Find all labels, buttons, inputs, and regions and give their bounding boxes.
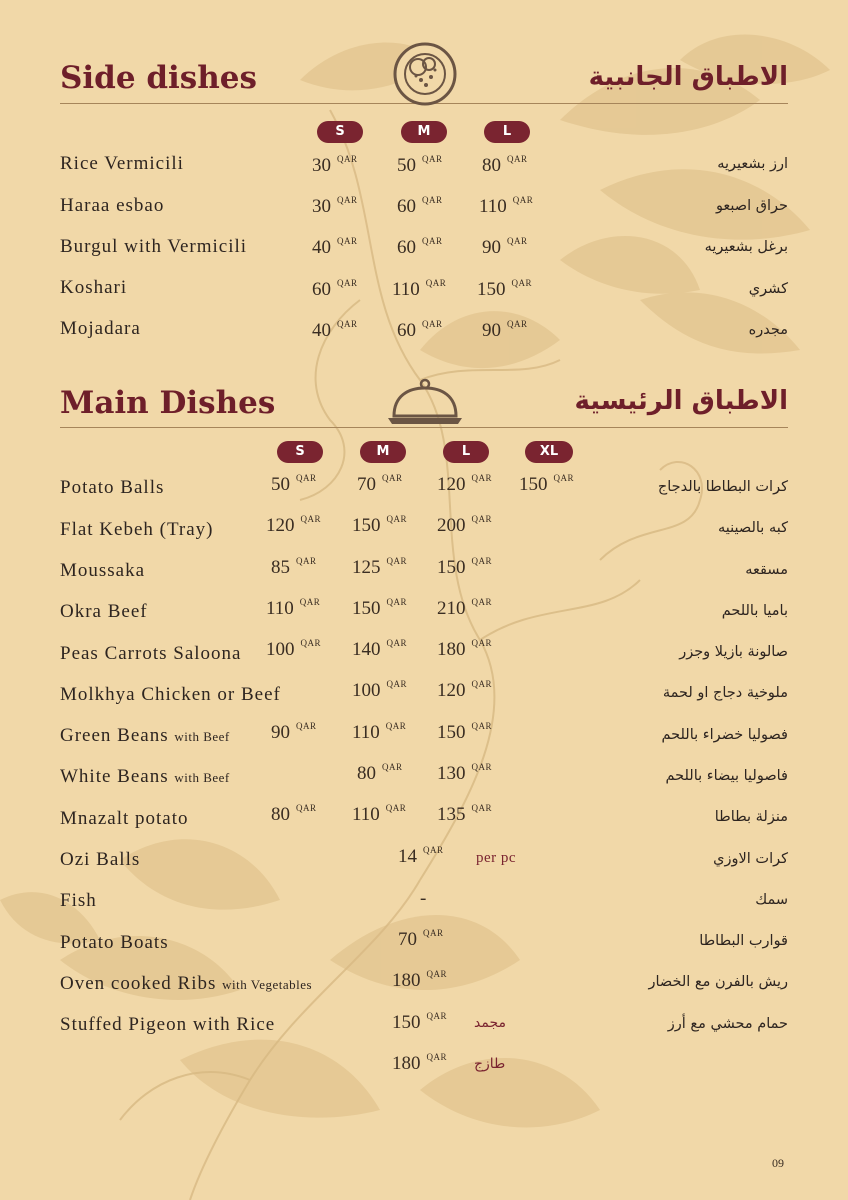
price-l: 130 $^{QAR}$ (437, 762, 493, 784)
dish-name-ar: قوارب البطاطا (699, 933, 788, 949)
dish-name-ar: ارز بشعيريه (717, 156, 788, 172)
dish-name: Mnazalt potato (60, 808, 189, 829)
price-m: 110 $^{QAR}$ (352, 803, 407, 825)
price-m: 150 $^{QAR}$ (352, 514, 408, 536)
price-m: 70 $^{QAR}$ (357, 473, 403, 495)
page-number: 09 (772, 1156, 784, 1170)
main-dishes-title: Main Dishes (60, 385, 276, 421)
dish-name-ar: مجدره (748, 322, 788, 338)
price-m: 50 $^{QAR}$ (397, 154, 443, 176)
dish-name-ar: صالونة بازيلا وجزر (679, 644, 788, 660)
price-m: 150 $^{QAR}$ (352, 597, 408, 619)
dish-name: Oven cooked Ribs with Vegetables (60, 973, 313, 994)
size-badge-s: S (317, 121, 363, 143)
price-xl: 150 $^{QAR}$ (519, 473, 575, 495)
dish-name: Potato Boats (60, 932, 169, 953)
dish-name-ar: منزلة بطاطا (714, 809, 788, 825)
dish-name-ar: ريش بالفرن مع الخضار (648, 974, 788, 990)
price-m: 100 $^{QAR}$ (352, 679, 408, 701)
price-m: 60 $^{QAR}$ (397, 195, 443, 217)
dish-name: Molkhya Chicken or Beef (60, 684, 281, 705)
price-l: 120 $^{QAR}$ (437, 473, 493, 495)
size-badge-l: L (484, 121, 530, 143)
dish-name: Stuffed Pigeon with Rice (60, 1014, 276, 1035)
dish-name: Flat Kebeh (Tray) (60, 519, 214, 540)
price-s: 50 $^{QAR}$ (271, 473, 317, 495)
size-badge-s: S (277, 441, 323, 463)
dish-name-ar: كبه بالصينيه (717, 520, 788, 536)
unit-note: per pc (476, 850, 517, 866)
price-s: 80 $^{QAR}$ (271, 803, 317, 825)
dish-name: Potato Balls (60, 477, 165, 498)
variant-fresh-label: طازج (474, 1056, 506, 1072)
dish-name-ar: فاصوليا بيضاء باللحم (665, 768, 788, 784)
price-l: 150 $^{QAR}$ (437, 556, 493, 578)
dish-name-ar: كشري (748, 281, 788, 297)
dish-name: Haraa esbao (60, 195, 165, 216)
price-m: 80 $^{QAR}$ (357, 762, 403, 784)
cloche-icon (384, 376, 466, 428)
dish-name: Rice Vermicili (60, 153, 184, 174)
main-dishes-title-ar: الاطباق الرئيسية (574, 386, 788, 416)
price-s: 90 $^{QAR}$ (271, 721, 317, 743)
price: - (420, 888, 427, 909)
dish-name-ar: كرات البطاطا بالدجاج (657, 479, 788, 495)
price: 14 $^{QAR}$ (398, 845, 444, 867)
dish-name: Fish (60, 890, 97, 911)
variant-frozen-label: مجمد (474, 1015, 506, 1031)
price-frozen: 150 $^{QAR}$ (392, 1011, 448, 1033)
dish-name-ar: سمك (755, 892, 788, 908)
price-l: 90 $^{QAR}$ (482, 236, 528, 258)
price-s: 30 $^{QAR}$ (312, 154, 358, 176)
size-badge-m: M (401, 121, 447, 143)
price-m: 110 $^{QAR}$ (352, 721, 407, 743)
price: 180 $^{QAR}$ (392, 969, 448, 991)
bowl-icon (391, 40, 459, 108)
price-m: 60 $^{QAR}$ (397, 236, 443, 258)
price-l: 120 $^{QAR}$ (437, 679, 493, 701)
dish-name: Ozi Balls (60, 849, 141, 870)
dish-name-ar: برغل بشعيريه (704, 239, 788, 255)
price-l: 150 $^{QAR}$ (437, 721, 493, 743)
price-s: 110 $^{QAR}$ (266, 597, 321, 619)
dish-name-ar: حراق اصبعو (715, 198, 788, 214)
price-s: 120 $^{QAR}$ (266, 514, 322, 536)
price-l: 110 $^{QAR}$ (479, 195, 534, 217)
price-l: 150 $^{QAR}$ (477, 278, 533, 300)
price-l: 135 $^{QAR}$ (437, 803, 493, 825)
dish-name-ar: كرات الاوزي (713, 851, 788, 867)
dish-name: Peas Carrots Saloona (60, 643, 242, 664)
dish-name: Burgul with Vermicili (60, 236, 248, 257)
price-m: 140 $^{QAR}$ (352, 638, 408, 660)
price-l: 210 $^{QAR}$ (437, 597, 493, 619)
dish-name: White Beans with Beef (60, 766, 230, 787)
side-dishes-title-ar: الاطباق الجانبية (588, 62, 788, 92)
price-m: 60 $^{QAR}$ (397, 319, 443, 341)
price-s: 100 $^{QAR}$ (266, 638, 322, 660)
side-dishes-title: Side dishes (60, 60, 257, 96)
dish-name-ar: مسقعه (745, 562, 788, 578)
price-s: 40 $^{QAR}$ (312, 236, 358, 258)
dish-name: Okra Beef (60, 601, 148, 622)
price-l: 180 $^{QAR}$ (437, 638, 493, 660)
dish-name-ar: ملوخية دجاج او لحمة (662, 685, 788, 701)
dish-name: Koshari (60, 277, 128, 298)
size-badge-m: M (360, 441, 406, 463)
price-l: 200 $^{QAR}$ (437, 514, 493, 536)
price-s: 85 $^{QAR}$ (271, 556, 317, 578)
size-badge-xl: XL (525, 441, 573, 463)
price-s: 30 $^{QAR}$ (312, 195, 358, 217)
dish-name: Moussaka (60, 560, 146, 581)
price-l: 90 $^{QAR}$ (482, 319, 528, 341)
price-l: 80 $^{QAR}$ (482, 154, 528, 176)
price-m: 125 $^{QAR}$ (352, 556, 408, 578)
price-s: 40 $^{QAR}$ (312, 319, 358, 341)
dish-name-ar: باميا باللحم (721, 603, 788, 619)
dish-name-ar: حمام محشي مع أرز (667, 1016, 788, 1032)
dish-name-ar: فصوليا خضراء باللحم (661, 727, 788, 743)
price-m: 110 $^{QAR}$ (392, 278, 447, 300)
size-badge-l: L (443, 441, 489, 463)
dish-name: Mojadara (60, 318, 141, 339)
price: 70 $^{QAR}$ (398, 928, 444, 950)
price-s: 60 $^{QAR}$ (312, 278, 358, 300)
dish-name: Green Beans with Beef (60, 725, 230, 746)
price-fresh: 180 $^{QAR}$ (392, 1052, 448, 1074)
